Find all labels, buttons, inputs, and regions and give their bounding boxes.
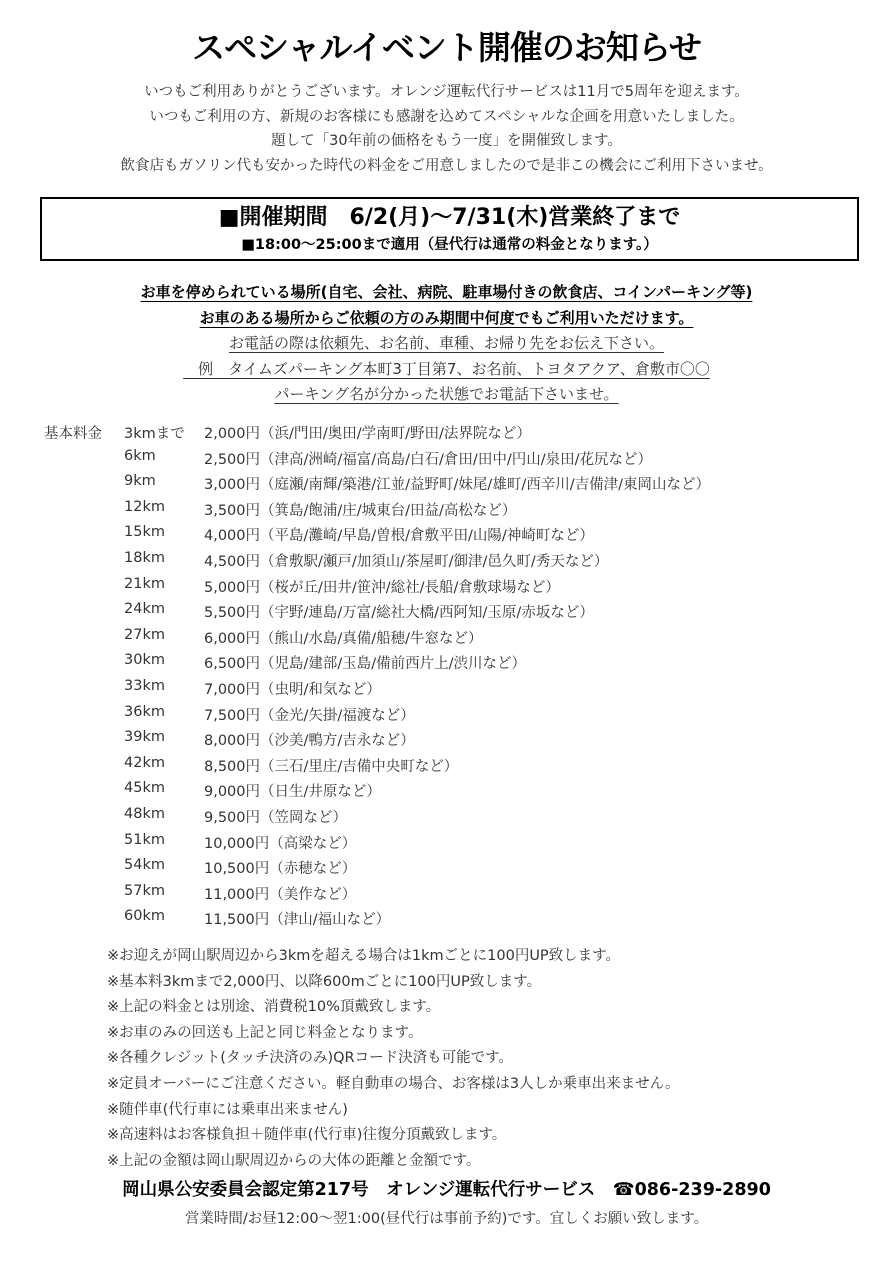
event-period-hours: ■18:00～25:00まで適用（昼代行は通常の料金となります。） xyxy=(241,237,658,253)
fee-row xyxy=(0,753,893,779)
fee-row xyxy=(0,625,893,651)
fee-price: 8,500円（三石/里庄/吉備中央町など） xyxy=(204,758,459,775)
fee-distance: 39km xyxy=(124,729,165,746)
fee-distance: 27km xyxy=(124,626,165,643)
event-period-title: ■開催期間 6/2(月)～7/31(木)営業終了まで xyxy=(218,205,681,230)
fee-row xyxy=(0,676,893,702)
fee-label: 基本料金 xyxy=(44,426,102,442)
fee-distance: 33km xyxy=(124,677,165,694)
intro-section xyxy=(0,80,893,178)
fee-price: 7,000円（虫明/和気など） xyxy=(204,681,381,698)
fee-distance: 42km xyxy=(124,754,165,771)
fee-row xyxy=(0,727,893,753)
fee-price: 9,000円（日生/井原など） xyxy=(204,784,381,801)
note-line: ※お迎えが岡山駅周辺から3kmを超える場合は1kmごとに100円UP致します。 xyxy=(107,948,621,964)
fee-distance: 9km xyxy=(124,473,156,490)
fee-row xyxy=(0,522,893,548)
fee-price: 2,000円（浜/門田/奥田/学南町/野田/法界院など） xyxy=(204,426,531,442)
fee-distance: 48km xyxy=(124,805,165,822)
fee-price: 6,500円（児島/建部/玉島/備前西片上/渋川など） xyxy=(204,656,527,673)
fee-price: 9,500円（笠岡など） xyxy=(204,809,348,826)
note-line: ※上記の金額は岡山駅周辺からの大体の距離と金額です。 xyxy=(107,1152,481,1169)
fee-row xyxy=(0,855,893,881)
fee-row xyxy=(0,881,893,907)
fee-row xyxy=(0,548,893,574)
fee-distance: 18km xyxy=(124,549,165,566)
fee-row xyxy=(0,446,893,472)
event-period-box xyxy=(40,197,859,261)
business-hours: 営業時間/お昼12:00～翌1:00(昼代行は事前予約)です。宜しくお願い致します。 xyxy=(184,1211,709,1227)
fee-row xyxy=(0,471,893,497)
fee-price: 11,000円（美作など） xyxy=(204,886,357,903)
fee-row xyxy=(0,574,893,600)
intro-line: 飲食店もガソリン代も安かった時代の料金をご用意しましたので是非この機会にご利用下さいませ。 xyxy=(120,157,773,174)
fee-distance: 54km xyxy=(124,857,165,874)
intro-line: 題して「30年前の価格をもう一度」を開催致します。 xyxy=(271,133,622,149)
fee-row xyxy=(0,702,893,728)
page-title: スペシャルイベント開催のお知らせ xyxy=(192,28,701,67)
notes-section xyxy=(107,944,867,1174)
fee-row xyxy=(0,650,893,676)
fee-price: 5,500円（宇野/連島/万富/総社大橋/西阿知/玉原/赤坂など） xyxy=(204,605,594,622)
fee-distance: 30km xyxy=(124,652,165,669)
intro-line: いつもご利用の方、新規のお客様にも感謝を込めてスペシャルな企画を用意いたしました。 xyxy=(149,108,744,125)
fee-distance: 15km xyxy=(124,524,165,541)
company-info: 岡山県公安委員会認定第217号 オレンジ運転代行サービス ☎086-239-2890 xyxy=(122,1180,771,1200)
fee-distance: 57km xyxy=(124,882,165,899)
fee-distance: 51km xyxy=(124,831,165,848)
fee-price: 4,000円（平島/灘崎/早島/曽根/倉敷平田/山陽/神崎町など） xyxy=(204,528,594,545)
note-line: ※高速料はお客様負担＋随伴車(代行車)往復分頂戴致します。 xyxy=(107,1127,507,1144)
fee-price: 3,000円（庭瀬/南輝/築港/江並/益野町/妹尾/雄町/西辛川/吉備津/東岡山など） xyxy=(204,477,710,494)
fee-price: 10,500円（赤穂など） xyxy=(204,861,357,878)
note-line: ※各種クレジット(タッチ決済のみ)QRコード決済も可能です。 xyxy=(107,1050,513,1067)
fee-distance: 24km xyxy=(124,601,165,618)
fee-price: 6,000円（熊山/水島/真備/船穂/牛窓など） xyxy=(204,630,483,647)
fee-price: 4,500円（倉敷駅/瀬戸/加須山/茶屋町/御津/邑久町/秀天など） xyxy=(204,553,609,570)
fee-distance: 60km xyxy=(124,908,165,925)
fee-distance: 6km xyxy=(124,447,156,464)
fee-row xyxy=(0,830,893,856)
note-line: ※定員オーバーにご注意ください。軽自動車の場合、お客様は3人しか乗車出来ません。 xyxy=(107,1075,680,1092)
fee-price: 8,000円（沙美/鴨方/吉永など） xyxy=(204,733,415,750)
fee-price: 3,500円（箕島/飽浦/庄/城東台/田益/高松など） xyxy=(204,502,517,519)
fee-price: 7,500円（金光/矢掛/福渡など） xyxy=(204,707,415,724)
fee-price: 11,500円（津山/福山など） xyxy=(204,912,391,929)
intro-line: いつもご利用ありがとうございます。オレンジ運転代行サービスは11月で5周年を迎えます。 xyxy=(144,84,749,100)
note-line: ※随伴車(代行車には乗車出来ません) xyxy=(107,1101,348,1118)
note-line: ※基本料3kmまで2,000円、以降600mごとに100円UP致します。 xyxy=(107,973,542,990)
fee-row xyxy=(0,497,893,523)
notice-line: パーキング名が分かった状態でお電話下さいませ。 xyxy=(274,385,619,403)
usage-notice xyxy=(0,280,893,408)
notice-line: 例 タイムズパーキング本町3丁目第7、お名前、トヨタアクア、倉敷市〇〇 xyxy=(183,359,710,378)
fee-price: 10,000円（高梁など） xyxy=(204,835,357,852)
fee-row xyxy=(0,804,893,830)
note-line: ※お車のみの回送も上記と同じ料金となります。 xyxy=(107,1024,423,1041)
fee-distance: 45km xyxy=(124,780,165,797)
fee-price: 5,000円（桜が丘/田井/笹沖/総社/長船/倉敷球場など） xyxy=(204,579,560,596)
fee-distance: 36km xyxy=(124,703,165,720)
fee-distance: 21km xyxy=(124,575,165,592)
fee-price: 2,500円（津高/洲崎/福富/高島/白石/倉田/田中/円山/泉田/花尻など） xyxy=(204,451,652,468)
fee-row xyxy=(0,420,893,446)
fee-distance: 12km xyxy=(124,498,165,515)
notice-line: お車のある場所からご依頼の方のみ期間中何度でもご利用いただけます。 xyxy=(199,308,694,327)
fee-row xyxy=(0,778,893,804)
fee-row xyxy=(0,599,893,625)
notice-line: お車を停められている場所(自宅、会社、病院、駐車場付きの飲食店、コインパーキング等) xyxy=(140,283,753,301)
notice-line: お電話の際は依頼先、お名前、車種、お帰り先をお伝え下さい。 xyxy=(228,334,664,352)
fee-distance: 3kmまで xyxy=(124,426,185,442)
fee-table xyxy=(0,420,893,932)
note-line: ※上記の料金とは別途、消費税10%頂戴致します。 xyxy=(107,999,441,1016)
fee-row xyxy=(0,906,893,932)
